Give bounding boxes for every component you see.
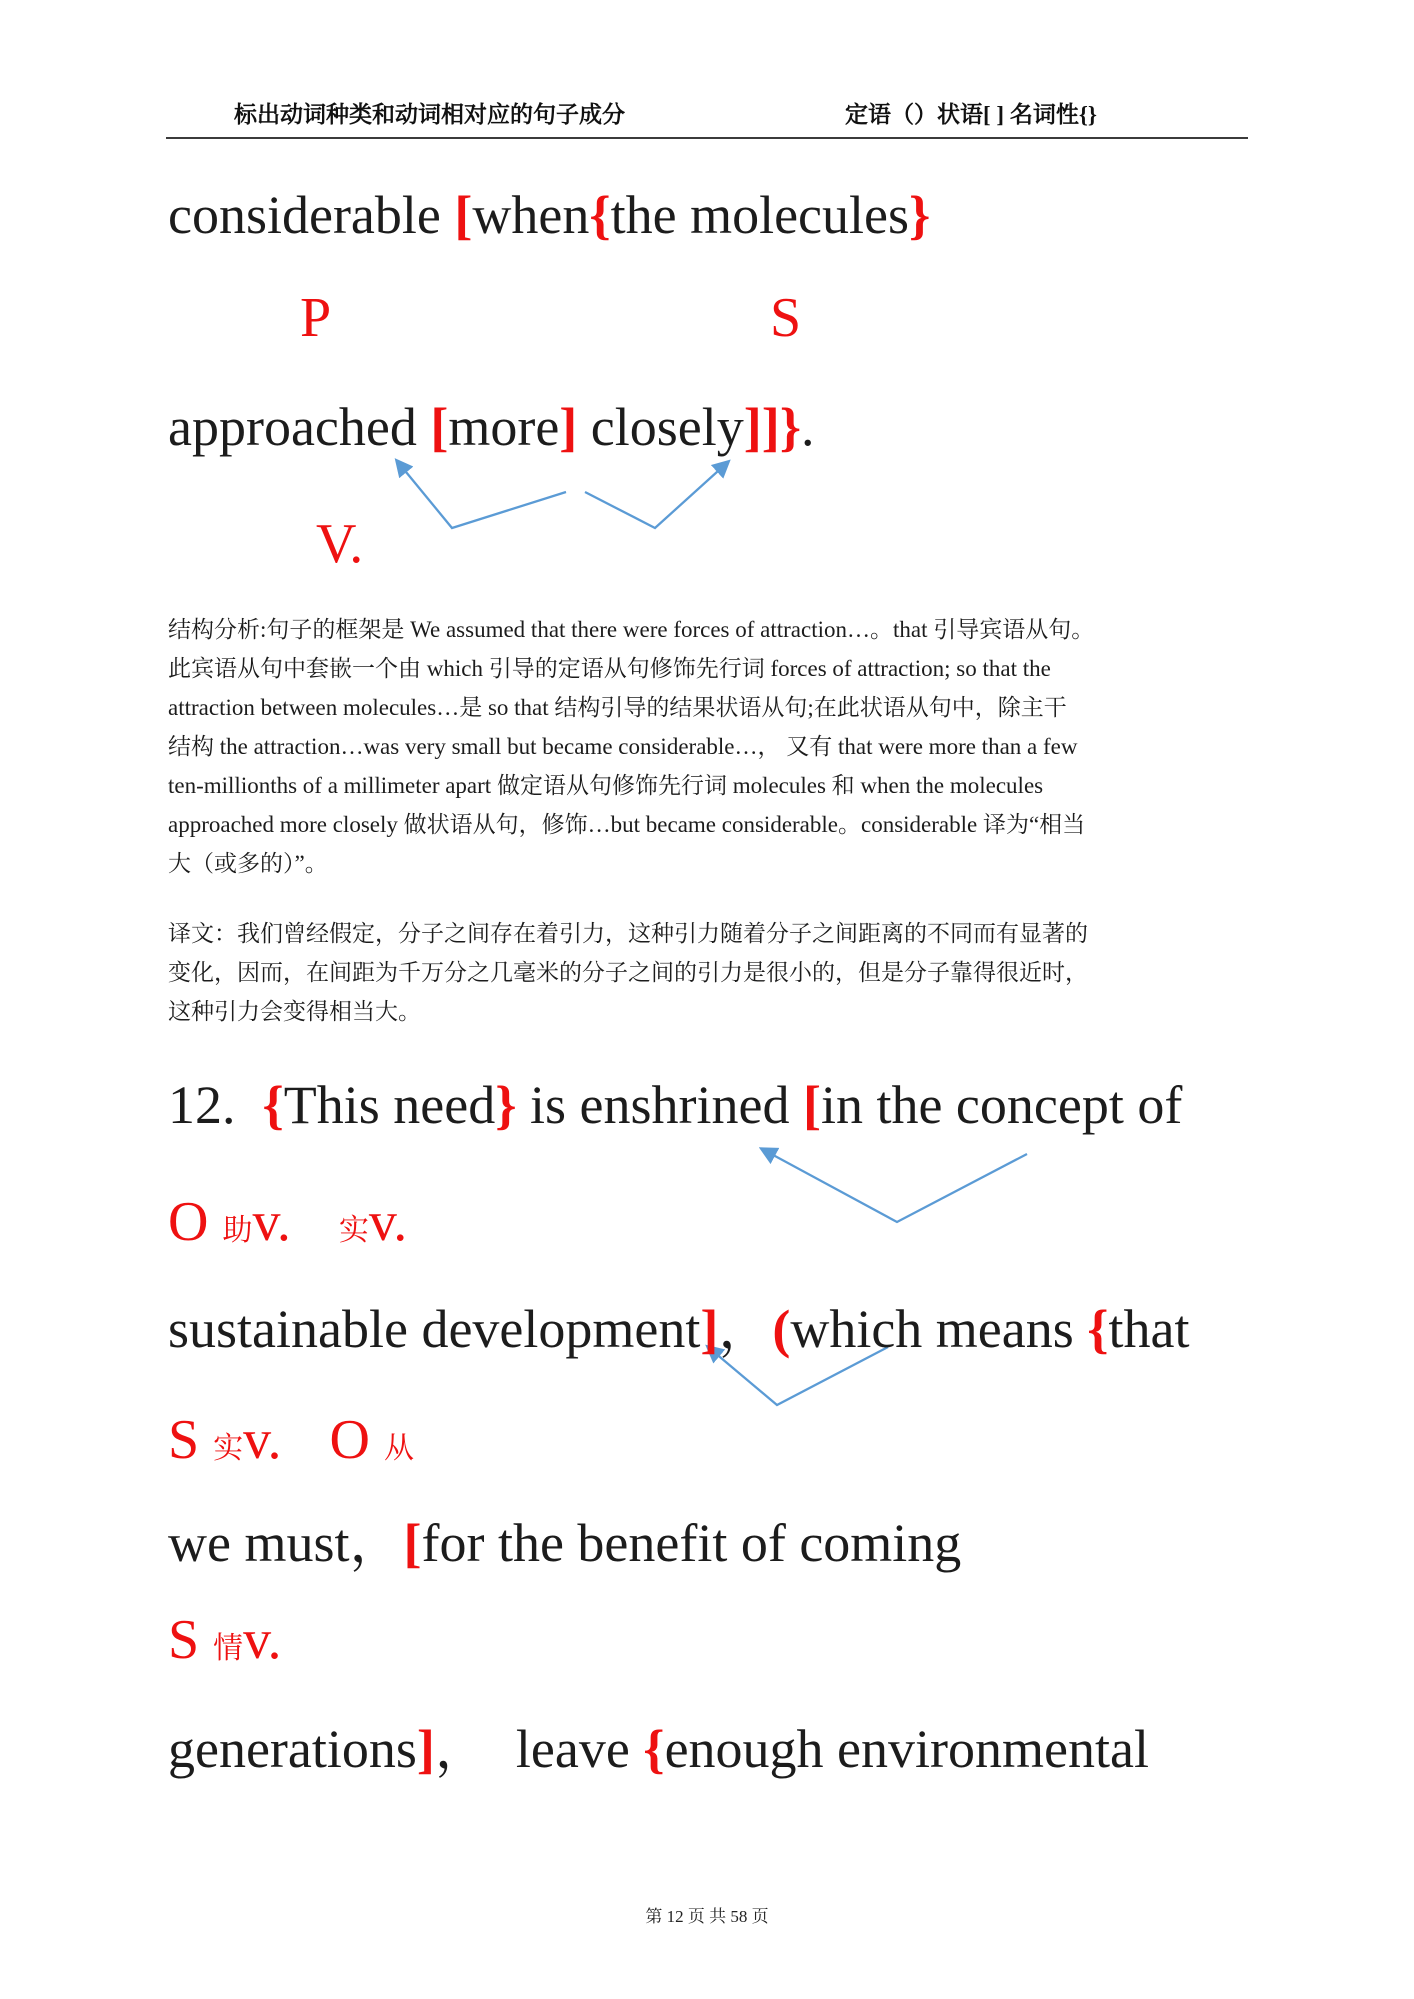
bracket-marker: ( [772,1299,791,1359]
grammar-label: O [168,1191,223,1253]
sentence-text: closely [577,397,744,457]
header-rule [166,137,1248,139]
page-header [168,96,1248,132]
paragraph-line: ten-millionths of a millimeter apart 做定语从句修饰先行词 molecules 和 when the molecules [168,773,1044,798]
sentence-text: . [801,397,815,457]
sentence12-line2 [168,1286,1348,1363]
bracket-marker: { [589,185,611,245]
paragraph-line: 译文：我们曾经假定，分子之间存在着引力，这种引力随着分子之间距离的不同而有显著的 [168,921,1088,946]
sentence-text: considerable [168,185,455,245]
bracket-marker: ]]} [743,397,801,457]
grammar-label: S [168,1409,214,1471]
translation-paragraph [168,914,1254,1031]
bracket-marker: [ [802,1075,821,1135]
bracket-marker: } [495,1075,517,1135]
paragraph-line: 结构 the attraction…was very small but became considerable…， 又有 that were more than a few [168,734,1078,759]
paragraph-line: 变化，因而，在间距为千万分之几毫米的分子之间的引力是很小的，但是分子靠得很近时， [168,960,1088,985]
sentence-text: for the benefit of coming [421,1513,962,1573]
header-title: 标出动词种类和动词相对应的句子成分 [234,102,625,127]
sentence-text: that [1108,1299,1190,1359]
label-subject: S [770,287,802,349]
sentence-text: ， leave [434,1719,644,1779]
bracket-marker: ] [416,1719,435,1779]
bracket-marker: [ [454,185,473,245]
sentence12-label-row-2 [168,1408,1288,1482]
sentence-text: ， [718,1299,773,1359]
sentence11-line1 [168,184,1348,246]
sentence12-line4 [168,1706,1348,1783]
grammar-label: 情 [213,1632,244,1665]
sentence12-line3 [168,1500,1348,1577]
bracket-marker: { [262,1075,284,1135]
sentence12-line1 [168,1074,1348,1136]
sentence-text: sustainable development [168,1299,701,1359]
grammar-label: S [168,1609,214,1671]
sentence-text: we must [168,1513,350,1573]
sentence-text: 12. [168,1075,263,1135]
grammar-label: O [329,1409,384,1471]
bracket-marker: ] [700,1299,719,1359]
sentence-text: generations [168,1719,417,1779]
bracket-marker: ] [559,397,578,457]
sentence-text: in the concept of [820,1075,1183,1135]
grammar-label: 助 [222,1214,253,1247]
grammar-label: v. [243,1609,282,1671]
grammar-label: 实 [338,1214,369,1247]
sentence-text: is enshrined [516,1075,803,1135]
sentence-text: This need [283,1075,496,1135]
grammar-label: v. [368,1191,408,1253]
label-predicate: P [300,287,332,349]
bracket-marker: } [909,185,931,245]
paragraph-line: 此宾语从句中套嵌一个由 which 引导的定语从句修饰先行词 forces of attraction; so that the [168,656,1051,681]
sentence-text: the molecules [610,185,910,245]
sentence11-label-row [168,286,1288,360]
bracket-marker: [ [403,1513,422,1573]
structure-analysis-paragraph [168,610,1254,883]
grammar-label: v. [252,1191,291,1253]
bracket-marker: { [643,1719,665,1779]
sentence12-label-row-1 [168,1190,1288,1264]
paragraph-line: 这种引力会变得相当大。 [168,999,421,1024]
sentence-text: approached [168,397,431,457]
header-legend: 定语（）状语[ ] 名词性{} [845,102,1097,127]
sentence12-label-row-3 [168,1608,1288,1682]
paragraph-line: 大（或多的）”。 [168,851,328,876]
sentence-text: which means [790,1299,1088,1359]
grammar-label: v. [243,1409,282,1471]
label-verb: V. [316,513,364,575]
page-footer: 第 12 页 共 58 页 [645,1907,769,1926]
grammar-label: 实 [213,1432,244,1465]
sentence-text: enough environmental [664,1719,1149,1779]
paragraph-line: approached more closely 做状语从句，修饰…but became considerable。considerable 译为“相当 [168,812,1086,837]
sentence-text: when [472,185,590,245]
bracket-marker: { [1087,1299,1109,1359]
sentence11-verb-label-row [168,512,1288,586]
sentence-text: ， [349,1513,404,1573]
sentence11-line2 [168,396,1348,458]
grammar-label: 从 [383,1432,414,1465]
paragraph-line: 结构分析:句子的框架是 We assumed that there were forces of attraction…。that 引导宾语从句。 [168,617,1095,642]
bracket-marker: [ [430,397,449,457]
sentence-text: more [448,397,560,457]
paragraph-line: attraction between molecules…是 so that 结构引导的结果状语从句;在此状语从句中，除主干 [168,695,1067,720]
